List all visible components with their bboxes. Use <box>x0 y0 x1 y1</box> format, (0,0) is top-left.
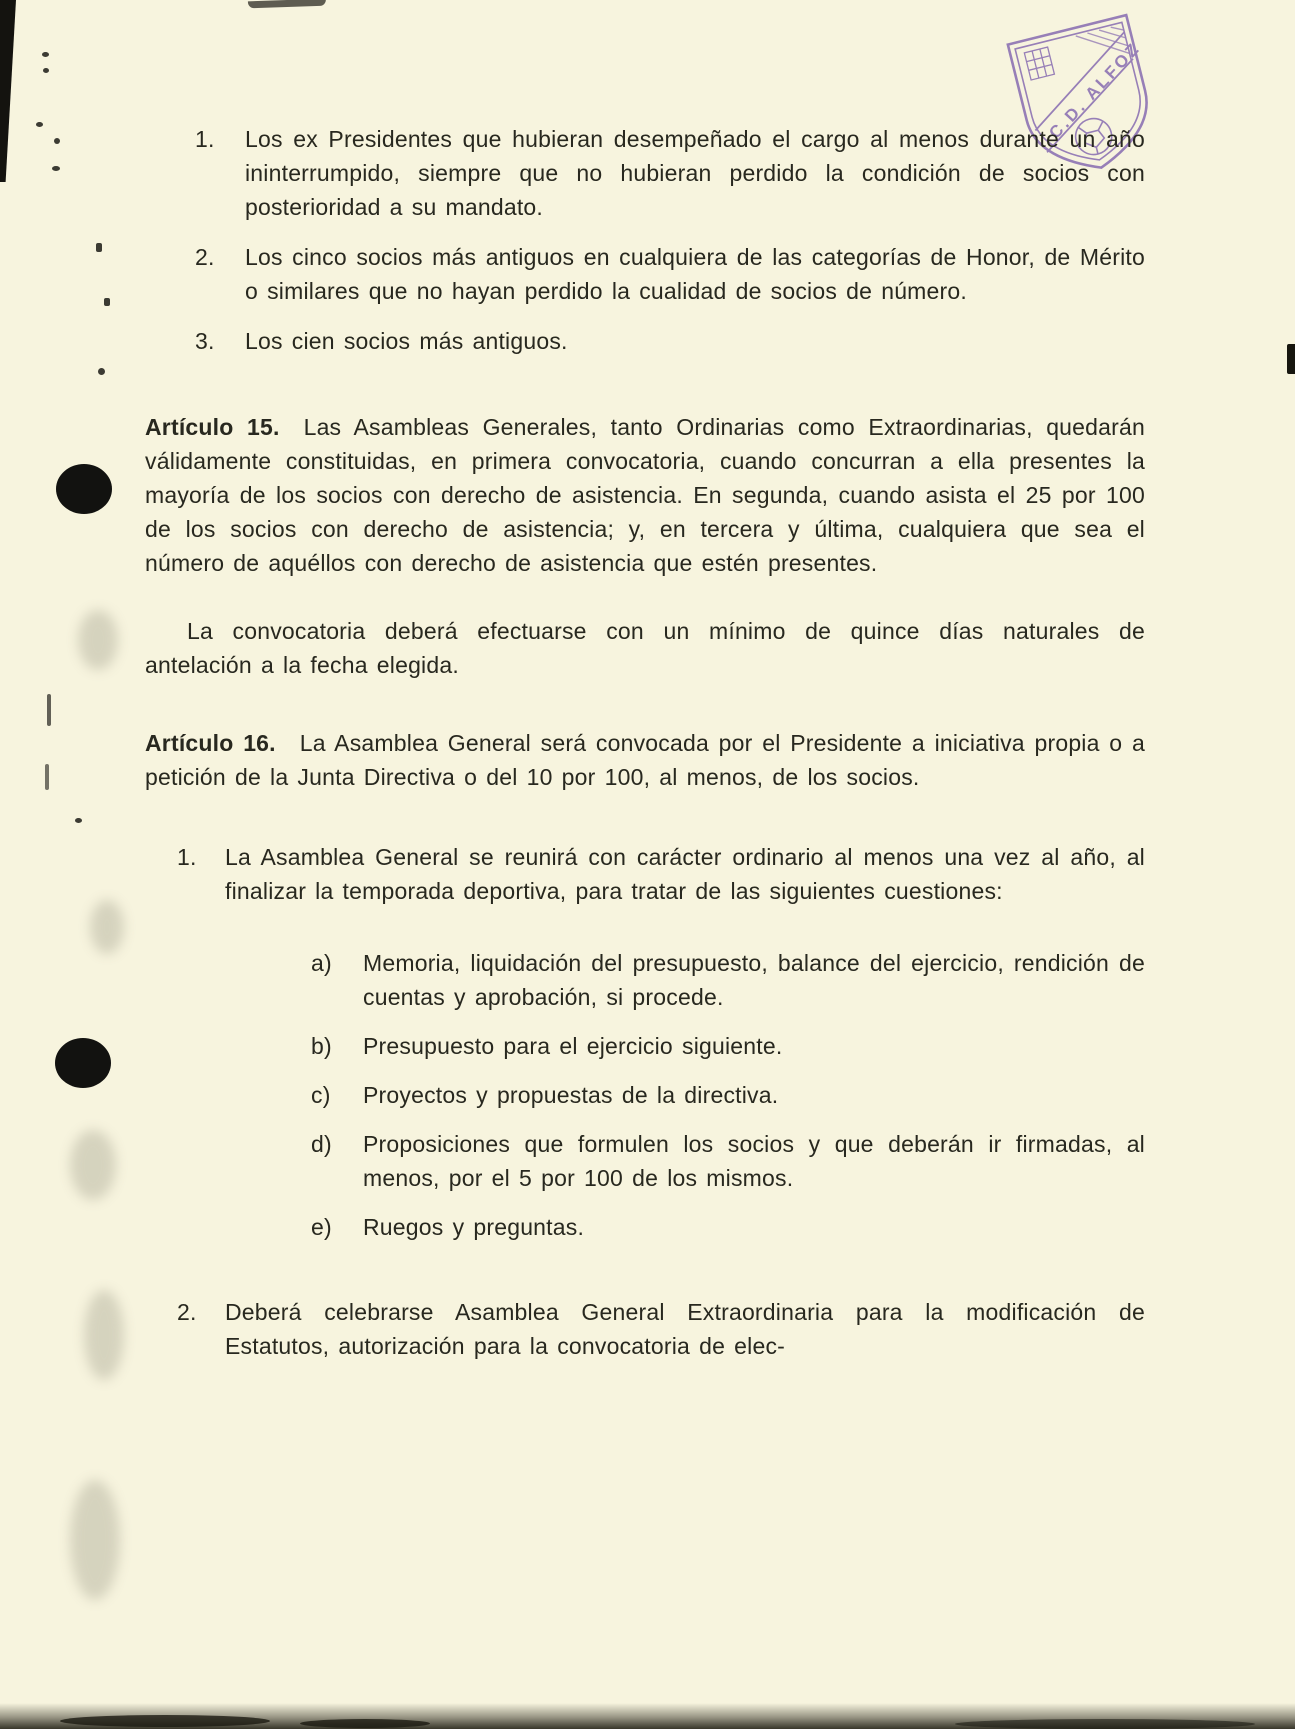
item-number: 3. <box>195 328 215 354</box>
article-15-heading: Artículo 15. <box>145 414 280 440</box>
scan-smudge <box>70 1130 116 1200</box>
sub-list-item <box>225 946 1145 1014</box>
item-letter: d) <box>311 1131 332 1157</box>
item-text: Presupuesto para el ejercicio siguiente. <box>363 1033 783 1059</box>
hole-punch-mark <box>55 1038 111 1088</box>
scan-noise <box>43 68 49 73</box>
scan-edge-artifact <box>955 1719 1255 1729</box>
sub-list-item <box>225 1210 1145 1244</box>
item-letter: a) <box>311 950 332 976</box>
stamp-label: C.D. ALFOZ <box>1045 38 1145 143</box>
sub-list-item <box>225 1078 1145 1112</box>
item-letter: b) <box>311 1033 332 1059</box>
scan-noise <box>96 243 102 252</box>
item-text: Deberá celebrarse Asamblea General Extraordinaria para la modificación de Estatutos, autorización para la convocatoria de elec- <box>225 1299 1145 1359</box>
item-text: Proposiciones que formulen los socios y que deberán ir firmadas, al menos, por el 5 por 100 de los mismos. <box>363 1131 1145 1191</box>
scan-noise <box>52 166 60 171</box>
scan-smudge <box>78 610 118 670</box>
item-number: 1. <box>177 844 197 870</box>
item-letter: e) <box>311 1214 332 1240</box>
scan-noise <box>104 298 110 306</box>
scan-smudge <box>90 900 124 954</box>
item-text: Los cinco socios más antiguos en cualquiera de las categorías de Honor, de Mérito o similares que no hayan perdido la cualidad de socios de número. <box>245 244 1145 304</box>
article-16-body: La Asamblea General será convocada por el Presidente a iniciativa propia o a petición de la Junta Directiva o del 10 por 100, al menos, de los socios. <box>145 730 1145 790</box>
scan-edge-artifact <box>300 1719 430 1728</box>
scan-edge-artifact <box>60 1715 270 1727</box>
scan-noise <box>45 764 49 790</box>
item-text: Los ex Presidentes que hubieran desempeñado el cargo al menos durante un año ininterrumpido, siempre que no hubieran perdido la condición de socios con posterioridad a su mandato. <box>245 126 1145 220</box>
document-body <box>145 122 1145 1363</box>
item-text: Proyectos y propuestas de la directiva. <box>363 1082 779 1108</box>
list-item <box>145 1295 1145 1363</box>
article-15-body: Las Asambleas Generales, tanto Ordinarias como Extraordinarias, quedarán válidamente constituidas, en primera convocatoria, cuando concurran a ella presentes la mayoría de los socios con derecho de asistencia. En segunda, cuando asista el 25 por 100 de los socios con derecho de asistencia; y, en tercera y última, cualquiera que sea el número de aquéllos con derecho de asistencia que estén presentes. <box>145 414 1145 576</box>
sub-list-item <box>225 1029 1145 1063</box>
main-list <box>145 840 1145 1363</box>
list-item <box>145 324 1145 358</box>
paragraph-convocatoria: La convocatoria deberá efectuarse con un mínimo de quince días naturales de antelación a la fecha elegida. <box>145 618 1145 678</box>
item-text <box>225 840 1145 1259</box>
item-text: Los cien socios más antiguos. <box>245 328 568 354</box>
item-number: 1. <box>195 126 215 152</box>
item-number: 2. <box>195 244 215 270</box>
sub-list <box>225 946 1145 1244</box>
scan-noise <box>42 52 49 57</box>
item-text: Ruegos y preguntas. <box>363 1214 585 1240</box>
list-item <box>145 840 1145 1259</box>
list-item <box>145 122 1145 224</box>
article-15 <box>145 410 1145 580</box>
list-item <box>145 240 1145 308</box>
scan-smudge <box>84 1290 124 1380</box>
scan-noise <box>75 818 82 823</box>
hole-punch-mark <box>56 464 112 514</box>
scan-edge-artifact <box>1287 344 1295 374</box>
scan-noise <box>54 138 60 144</box>
scan-edge-artifact <box>248 0 326 8</box>
scan-noise <box>98 368 105 375</box>
item-number: 2. <box>177 1299 197 1325</box>
scan-smudge <box>70 1480 120 1600</box>
scan-noise <box>47 694 51 726</box>
scan-edge-artifact <box>0 0 16 182</box>
item-text: Memoria, liquidación del presupuesto, balance del ejercicio, rendición de cuentas y aprobación, si procede. <box>363 950 1145 1010</box>
article-16 <box>145 726 1145 794</box>
scan-noise <box>36 122 43 127</box>
item-letter: c) <box>311 1082 331 1108</box>
article-16-heading: Artículo 16. <box>145 730 276 756</box>
item-1-intro: La Asamblea General se reunirá con carácter ordinario al menos una vez al año, al finalizar la temporada deportiva, para tratar de las siguientes cuestiones: <box>225 844 1145 904</box>
sub-list-item <box>225 1127 1145 1195</box>
